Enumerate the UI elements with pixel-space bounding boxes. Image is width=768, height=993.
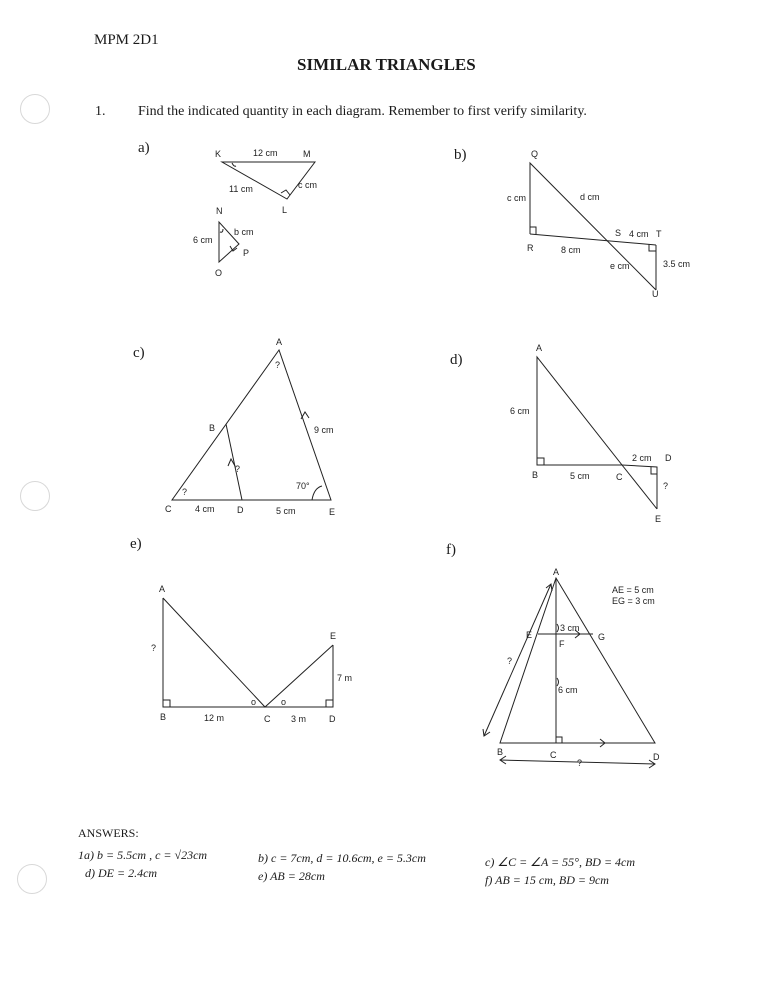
part-f-label: f) [446,542,456,558]
answer-e: e) AB = 28cm [258,869,325,883]
label-q: ? [663,481,669,491]
answers-heading: ANSWERS: [78,826,139,840]
page-title: SIMILAR TRIANGLES [297,55,476,74]
angle-mark-n [220,229,223,232]
label-e: E [329,507,336,517]
label-a: A [276,337,283,347]
label-a: A [553,567,560,577]
label-fc: 6 cm [558,685,578,695]
label-angle-e: 70° [296,481,310,491]
label-lm: c cm [298,180,317,190]
answer-a: 1a) b = 5.5cm , c = √23cm [78,848,208,862]
triangle-abc [537,357,622,465]
label-e: E [526,630,533,640]
label-c: C [550,750,557,760]
label-f: F [559,639,565,649]
label-a: A [159,584,166,594]
diagram-b [507,149,690,299]
label-np: b cm [234,227,254,237]
label-kl: 11 cm [229,184,253,194]
label-ed: 7 m [337,673,353,683]
diagram-e [151,584,352,724]
label-p: P [243,248,250,258]
right-angle-mark-c [556,737,562,743]
line-ce [622,465,657,509]
label-rs: 8 cm [561,245,581,255]
label-g: G [598,632,606,642]
label-c: C [264,714,271,724]
label-n: N [216,206,223,216]
label-st: 4 cm [629,229,649,239]
label-su: e cm [610,261,630,271]
label-d: D [653,752,660,762]
part-c-label: c) [133,345,145,361]
part-a-label: a) [138,140,150,156]
answer-b: b) c = 7cm, d = 10.6cm, e = 5.3cm [258,851,426,865]
label-c: C [165,504,172,514]
question-text: Find the indicated quantity in each diagram. Remember to first verify similarity. [138,104,587,119]
label-t: T [656,229,662,239]
label-l: L [282,205,288,215]
label-b: B [497,747,504,757]
brace-af [557,624,559,632]
label-q-bd: ? [235,464,241,474]
label-q: Q [531,149,539,159]
label-ae: 9 cm [314,425,334,435]
label-c: C [616,472,623,482]
right-angle-mark-r [530,227,536,234]
label-r: R [527,243,534,253]
part-e-label: e) [130,536,142,552]
label-m: M [303,149,311,159]
angle-dot-left: o [251,697,257,707]
course-code: MPM 2D1 [94,32,159,48]
label-bc: 12 m [204,713,225,723]
angle-dot-right: o [281,697,287,707]
label-ae: AE = 5 cm [612,585,654,595]
right-angle-mark-d [326,700,333,707]
label-a: A [536,343,543,353]
line-ab-bd-de [163,598,333,707]
label-b: B [209,423,216,433]
label-d: D [665,453,672,463]
answer-f: f) AB = 15 cm, BD = 9cm [485,873,609,887]
line-rq-qu [530,163,656,290]
dimension-line-ab [484,584,551,736]
label-no: 6 cm [193,235,213,245]
line-bd [226,424,242,500]
diagram-a [193,148,317,278]
label-e: E [655,514,662,524]
part-b-label: b) [454,147,467,163]
label-k: K [215,149,222,159]
label-e: E [330,631,337,641]
label-ab: 6 cm [510,406,530,416]
label-q-c: ? [182,487,188,497]
angle-arc-e [312,486,322,500]
label-bc: 5 cm [570,471,590,481]
diagram-c [165,337,335,517]
label-qr: c cm [507,193,526,203]
label-q-a: ? [275,360,281,370]
angle-mark-k [232,163,236,166]
label-tu: 3.5 cm [663,259,691,269]
label-q-ab: ? [507,656,513,666]
label-o: O [215,268,223,278]
label-km: 12 cm [253,148,278,158]
label-cd: 3 m [291,714,307,724]
label-eg: EG = 3 cm [612,596,655,606]
answer-d: d) DE = 2.4cm [85,866,158,880]
label-q: ? [151,643,157,653]
label-u: U [652,289,659,299]
label-q-bd: ? [577,758,583,768]
line-ac-ce [163,598,333,707]
label-af: 3 cm [560,623,580,633]
label-d: D [329,714,336,724]
label-s: S [615,228,622,238]
label-d: D [237,505,244,515]
label-b: B [160,712,167,722]
right-angle-mark-l [281,190,290,195]
diagram-d [510,343,672,524]
right-angle-mark-b [537,458,544,465]
part-d-label: d) [450,352,463,368]
label-cd: 2 cm [632,453,652,463]
label-b: B [532,470,539,480]
right-angle-mark-b [163,700,170,707]
question-number: 1. [95,104,106,119]
label-cd: 4 cm [195,504,215,514]
label-de: 5 cm [276,506,296,516]
label-qs: d cm [580,192,600,202]
diagram-f [483,567,660,768]
triangle-ace [172,350,331,500]
right-angle-mark-d [651,467,657,474]
answer-c: c) ∠C = ∠A = 55°, BD = 4cm [485,855,636,869]
